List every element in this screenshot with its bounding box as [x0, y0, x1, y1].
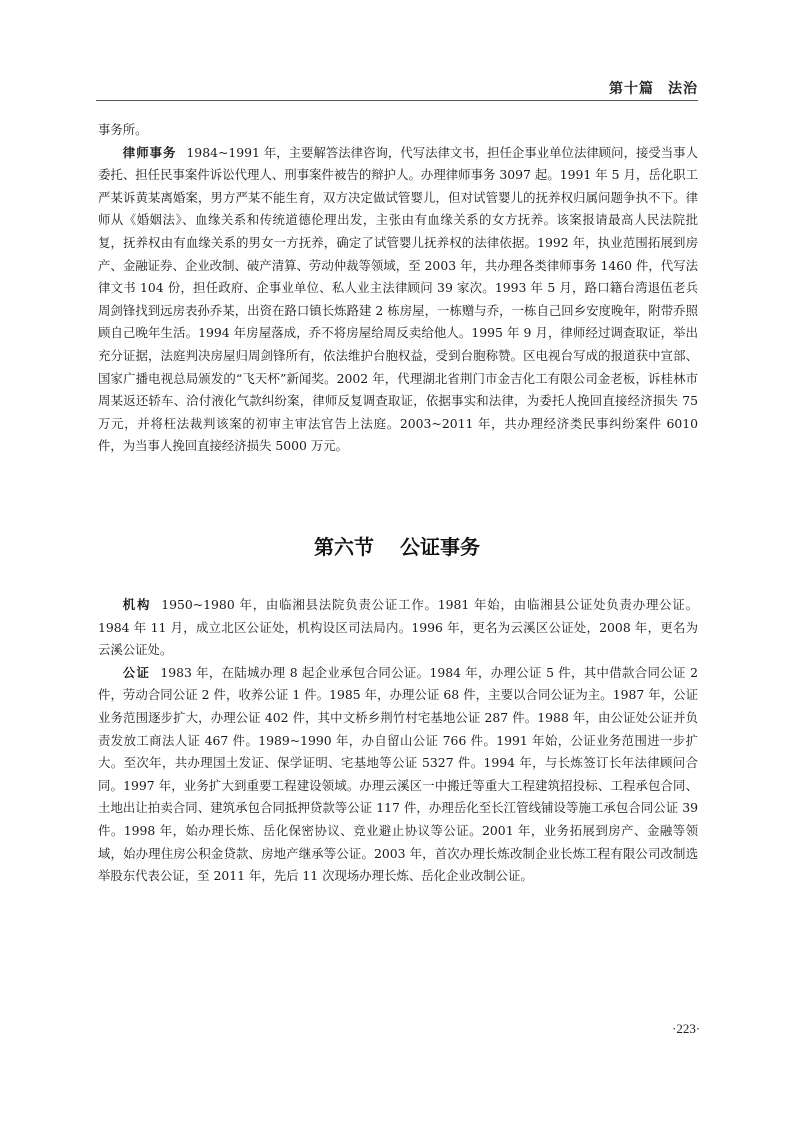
paragraph-lead-notarization: 公证: [122, 664, 151, 680]
paragraph-lead-lawyer-affairs: 律师事务: [122, 144, 177, 160]
running-head-title: 法治: [668, 81, 698, 97]
paragraph-notarization: [98, 662, 698, 888]
paragraph-lead-institution: 机构: [122, 597, 152, 612]
running-head: [96, 78, 698, 98]
section-heading: [96, 531, 698, 560]
page-number: ·223·: [672, 1021, 701, 1036]
paragraph-institution: [98, 594, 698, 662]
section-title: 公证事务: [400, 535, 480, 559]
header-rule: [96, 100, 698, 101]
previous-paragraph-tail: 事务所。: [98, 122, 148, 137]
paragraph-body: 1984~1991 年，主要解答法律咨询，代写法律文书，担任企事业单位法律顾问，接受当事人委托、担任民事案件诉讼代理人、刑事案件被告的辩护人。办理律师事务 3097 起。1991 年 5 月，岳化职工严某诉黄某离婚案，男方严某不能生育，双方决定做试管婴儿，但对试管婴儿的抚养权归属问题争执不下。律师从《婚姻法》、血缘关系和传统道德伦理出发，主张由有血缘关系的女方抚养。该案报请最高人民法院批复，抚养权由有血缘关系的男女一方抚养，确定了试管婴儿抚养权的法律依据。1992 年，执业范围拓展到房产、金融证券、企业改制、破产清算、劳动仲裁等领域，至 2003 年，共办理各类律师事务 1460 件，代写法律文书 104 份，担任政府、企事业单位、私人业主法律顾问 39 家次。1993 年 5 月，路口籍台湾退伍老兵周剑锋找到远房表孙乔某，出资在路口镇长炼路建 2 栋房屋，一栋赠与乔，一栋自己回乡安度晚年，附带乔照顾自己晚年生活。1994 年房屋落成，乔不将房屋给周反卖给他人。1995 年 9 月，律师经过调查取证，举出充分证据，法庭判决房屋归周剑锋所有，依法维护台胞权益，受到台胞称赞。区电视台写成的报道获中宣部、国家广播电视总局颁发的“飞天杯”新闻奖。2002 年，代理湖北省荆门市金吉化工有限公司金老板，诉桂林市周某返还轿车、洽付液化气款纠纷案，律师反复调查取证，依据事实和法律，为委托人挽回直接经济损失 75 万元，并将枉法裁判该案的初审主审法官告上法庭。2003~2011 年，共办理经济类民事纠纷案件 6010 件，为当事人挽回直接经济损失 5000 万元。: [98, 144, 698, 454]
paragraph-body: 1983 年，在陆城办理 8 起企业承包合同公证。1984 年，办理公证 5 件，其中借款合同公证 2 件，劳动合同公证 2 件，收养公证 1 件。1985 年，办理公证 68 件，主要以合同公证为主。1987 年，公证业务范围逐步扩大，办理公证 402 件，其中文桥乡荆竹村宅基地公证 287 件。1988 年，由公证处公证并负责发放工商法人证 467 件。1989~1990 年，办自留山公证 766 件。1991 年始，公证业务范围进一步扩大。至次年，共办理国土发证、保学证明、宅基地等公证 5327 件。1994 年，与长炼签订长年法律顾问合同。1997 年，业务扩大到重要工程建设领域。办理云溪区一中搬迁等重大工程建筑招投标、工程承包合同、土地出让拍卖合同、建筑承包合同抵押贷款等公证 117 件，办理岳化至长江管线铺设等施工承包合同公证 39 件。1998 年，始办理长炼、岳化保密协议、竞业避止协议等公证。2001 年，业务拓展到房产、金融等领域，始办理住房公积金贷款、房地产继承等公证。2003 年，首次办理长炼改制企业长炼工程有限公司改制选举股东代表公证，至 2011 年，先后 11 次现场办理长炼、岳化企业改制公证。: [98, 664, 698, 884]
section-number: 第六节: [314, 535, 374, 559]
running-head-part: 第十篇: [609, 81, 654, 97]
lawyer-section-text: [98, 119, 698, 458]
paragraph-body: 1950~1980 年，由临湘县法院负责公证工作。1981 年始，由临湘县公证处负责办理公证。1984 年 11 月，成立北区公证处，机构设区司法局内。1996 年，更名为云溪区公证处，2008 年，更名为云溪公证处。: [98, 597, 699, 658]
paragraph-lawyer-affairs: [98, 142, 698, 458]
notary-section-text: [98, 594, 698, 888]
